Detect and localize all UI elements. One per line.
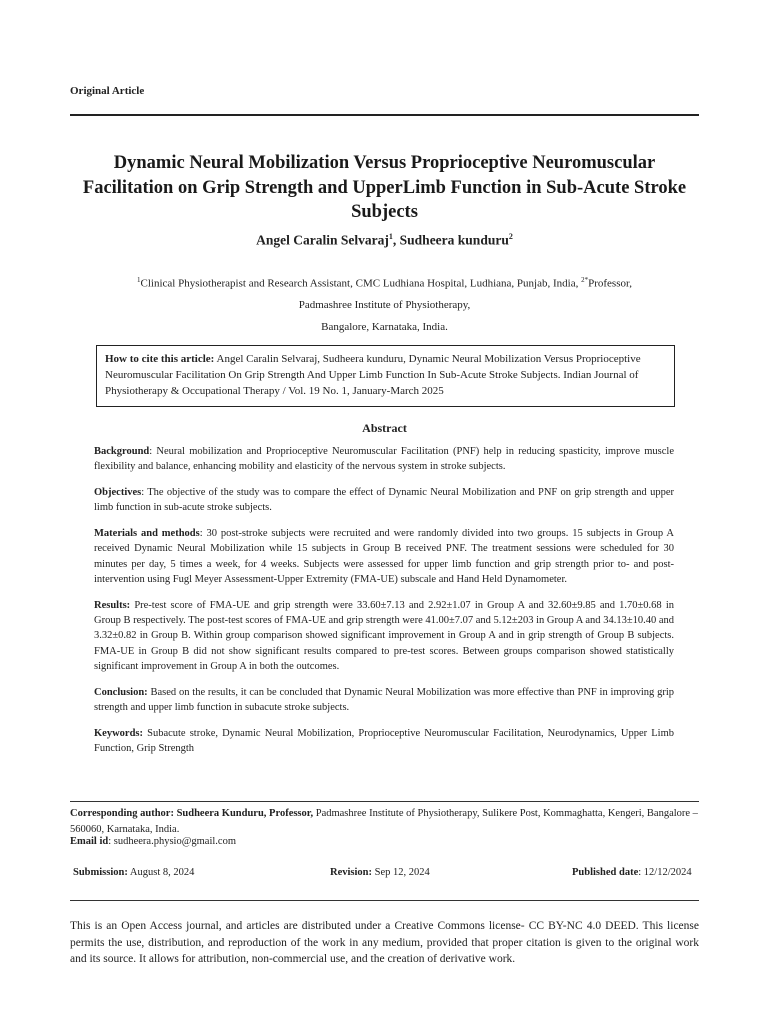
author-2-affiliation-mark: 2 bbox=[508, 232, 513, 241]
abstract-background bbox=[94, 444, 674, 475]
submission-date bbox=[73, 867, 194, 878]
abstract-results bbox=[94, 598, 674, 674]
author-1-affiliation-mark: 1 bbox=[388, 232, 393, 241]
header-divider bbox=[70, 114, 699, 116]
affiliation-mark-2: 2* bbox=[581, 276, 589, 284]
affiliation-mark-1: 1 bbox=[137, 276, 141, 284]
footer-divider-top bbox=[70, 801, 699, 802]
citation-text: Angel Caralin Selvaraj, Sudheera kunduru, Dynamic Neural Mobilization Versus Proprioceptive Neuromuscular Facilitation On Grip Strength And Upper Limb Function In Sub-Acute Stroke Subjects. Indian Journal of Physiotherapy & Occupational Therapy / Vol. 19 No. 1, January-March 2025 bbox=[105, 353, 641, 397]
corresponding-author bbox=[70, 806, 699, 837]
author-list bbox=[70, 232, 699, 249]
affiliation-line-2: Padmashree Institute of Physiotherapy, bbox=[298, 299, 471, 312]
abstract-objectives bbox=[94, 485, 674, 516]
conclusion-label: Conclusion: bbox=[94, 686, 148, 698]
methods-text: : 30 post-stroke subjects were recruited and were randomly divided into two groups. 15 subjects in Group A received Dynamic Neural Mobilization while 15 subjects in Group B received PNF. The treatment sessions were scheduled for 30 minutes per day, 5 times a week, for 4 weeks. Subjects were assessed for upper limb function and grip strength prior to- and post-intervention using Fugl Meyer Assessment-Upper Extremity (FMA-UE) subscale and Hand Held Dynamometer. bbox=[94, 528, 675, 586]
footer-divider-bottom bbox=[70, 900, 699, 901]
submission-label: Submission: bbox=[73, 867, 128, 878]
author-separator: , bbox=[392, 232, 400, 248]
email-line bbox=[70, 836, 699, 847]
submission-value: August 8, 2024 bbox=[127, 867, 195, 878]
email-address: : sudheera.physio@gmail.com bbox=[108, 836, 236, 847]
published-date bbox=[572, 867, 692, 878]
affiliation-line-3: Bangalore, Karnataka, India. bbox=[321, 320, 448, 333]
objectives-text: : The objective of the study was to compare the effect of Dynamic Neural Mobilization and PNF on grip strength and upper limb function in sub-acute stroke subjects. bbox=[94, 487, 674, 514]
abstract-conclusion bbox=[94, 685, 674, 716]
citation-label: How to cite this article: bbox=[105, 353, 215, 365]
abstract-heading: Abstract bbox=[362, 421, 407, 435]
results-text: Pre-test score of FMA-UE and grip strength were 33.60±7.13 and 2.92±1.07 in Group A and 32.60±9.85 and 1.70±0.68 in Group B respectively. The post-test scores of FMA-UE and grip strength were 41.00±7.07 and 5.12±203 in Group A and 34.13±10.40 and 3.32±0.82 in Group B. Within group comparison showed significant improvement in Group A and in grip strength of Group B subjects. FMA-UE in Group B did not show significant results compared to pre-test scores. Between groups comparison showed statistically significant improvement in Group A in both the outcomes. bbox=[94, 599, 674, 673]
article-title: Dynamic Neural Mobilization Versus Proprioceptive Neuromuscular Facilitation on Grip Strength and UpperLimb Function in Sub-Acute Stroke Subjects bbox=[82, 153, 687, 222]
affiliation-text-1b: Professor, bbox=[588, 277, 632, 290]
abstract-methods bbox=[94, 526, 674, 587]
published-label: Published date bbox=[572, 867, 639, 878]
corresponding-author-address: Padmashree Institute of Physiotherapy, Sulikere Post, Kommaghatta, Kengeri, Bangalore – 560060, Karnataka, India. bbox=[70, 808, 698, 835]
background-label: Background bbox=[94, 446, 150, 457]
abstract-body bbox=[94, 444, 674, 767]
revision-value: Sep 12, 2024 bbox=[372, 867, 430, 878]
affiliation-line-1 bbox=[70, 270, 699, 295]
abstract-keywords bbox=[94, 726, 674, 757]
background-text: : Neural mobilization and Proprioceptive Neuromuscular Facilitation (PNF) help in reducing spasticity, improve muscle flexibility and balance, enhancing mobility and elasticity of the nervous system in stroke subjects. bbox=[94, 446, 674, 473]
keywords-label: Keywords: bbox=[94, 727, 143, 739]
affiliation-text-1: Clinical Physiotherapist and Research Assistant, CMC Ludhiana Hospital, Ludhiana, Punjab, India, bbox=[140, 277, 582, 290]
corresponding-author-label: Corresponding author: Sudheera Kunduru, Professor, bbox=[70, 808, 314, 819]
results-label: Results: bbox=[94, 599, 131, 611]
revision-date bbox=[330, 867, 430, 878]
affiliations bbox=[70, 270, 699, 338]
article-type-label: Original Article bbox=[70, 85, 145, 97]
license-statement: This is an Open Access journal, and articles are distributed under a Creative Commons license- CC BY-NC 4.0 DEED. This license permits the use, distribution, and reproduction of the work in any medium, provided that proper citation is given to the original work and its source. It allows for attribution, non-commercial use, and the creation of derivative work. bbox=[70, 920, 699, 965]
author-1: Angel Caralin Selvaraj bbox=[256, 232, 389, 248]
author-2: Sudheera kunduru bbox=[399, 232, 509, 248]
citation-box bbox=[96, 345, 675, 407]
published-value: : 12/12/2024 bbox=[638, 867, 692, 878]
methods-label: Materials and methods bbox=[94, 528, 200, 540]
conclusion-text: Based on the results, it can be concluded that Dynamic Neural Mobilization was more effective than PNF in improving grip strength and upper limb function in subacute stroke subjects. bbox=[94, 686, 674, 714]
email-label: Email id bbox=[70, 836, 109, 847]
revision-label: Revision: bbox=[330, 867, 372, 878]
keywords-text: Subacute stroke, Dynamic Neural Mobilization, Proprioceptive Neuromuscular Facilitation, Neurodynamics, Upper Limb Function, Grip Strength bbox=[94, 727, 674, 755]
objectives-label: Objectives bbox=[94, 487, 142, 499]
